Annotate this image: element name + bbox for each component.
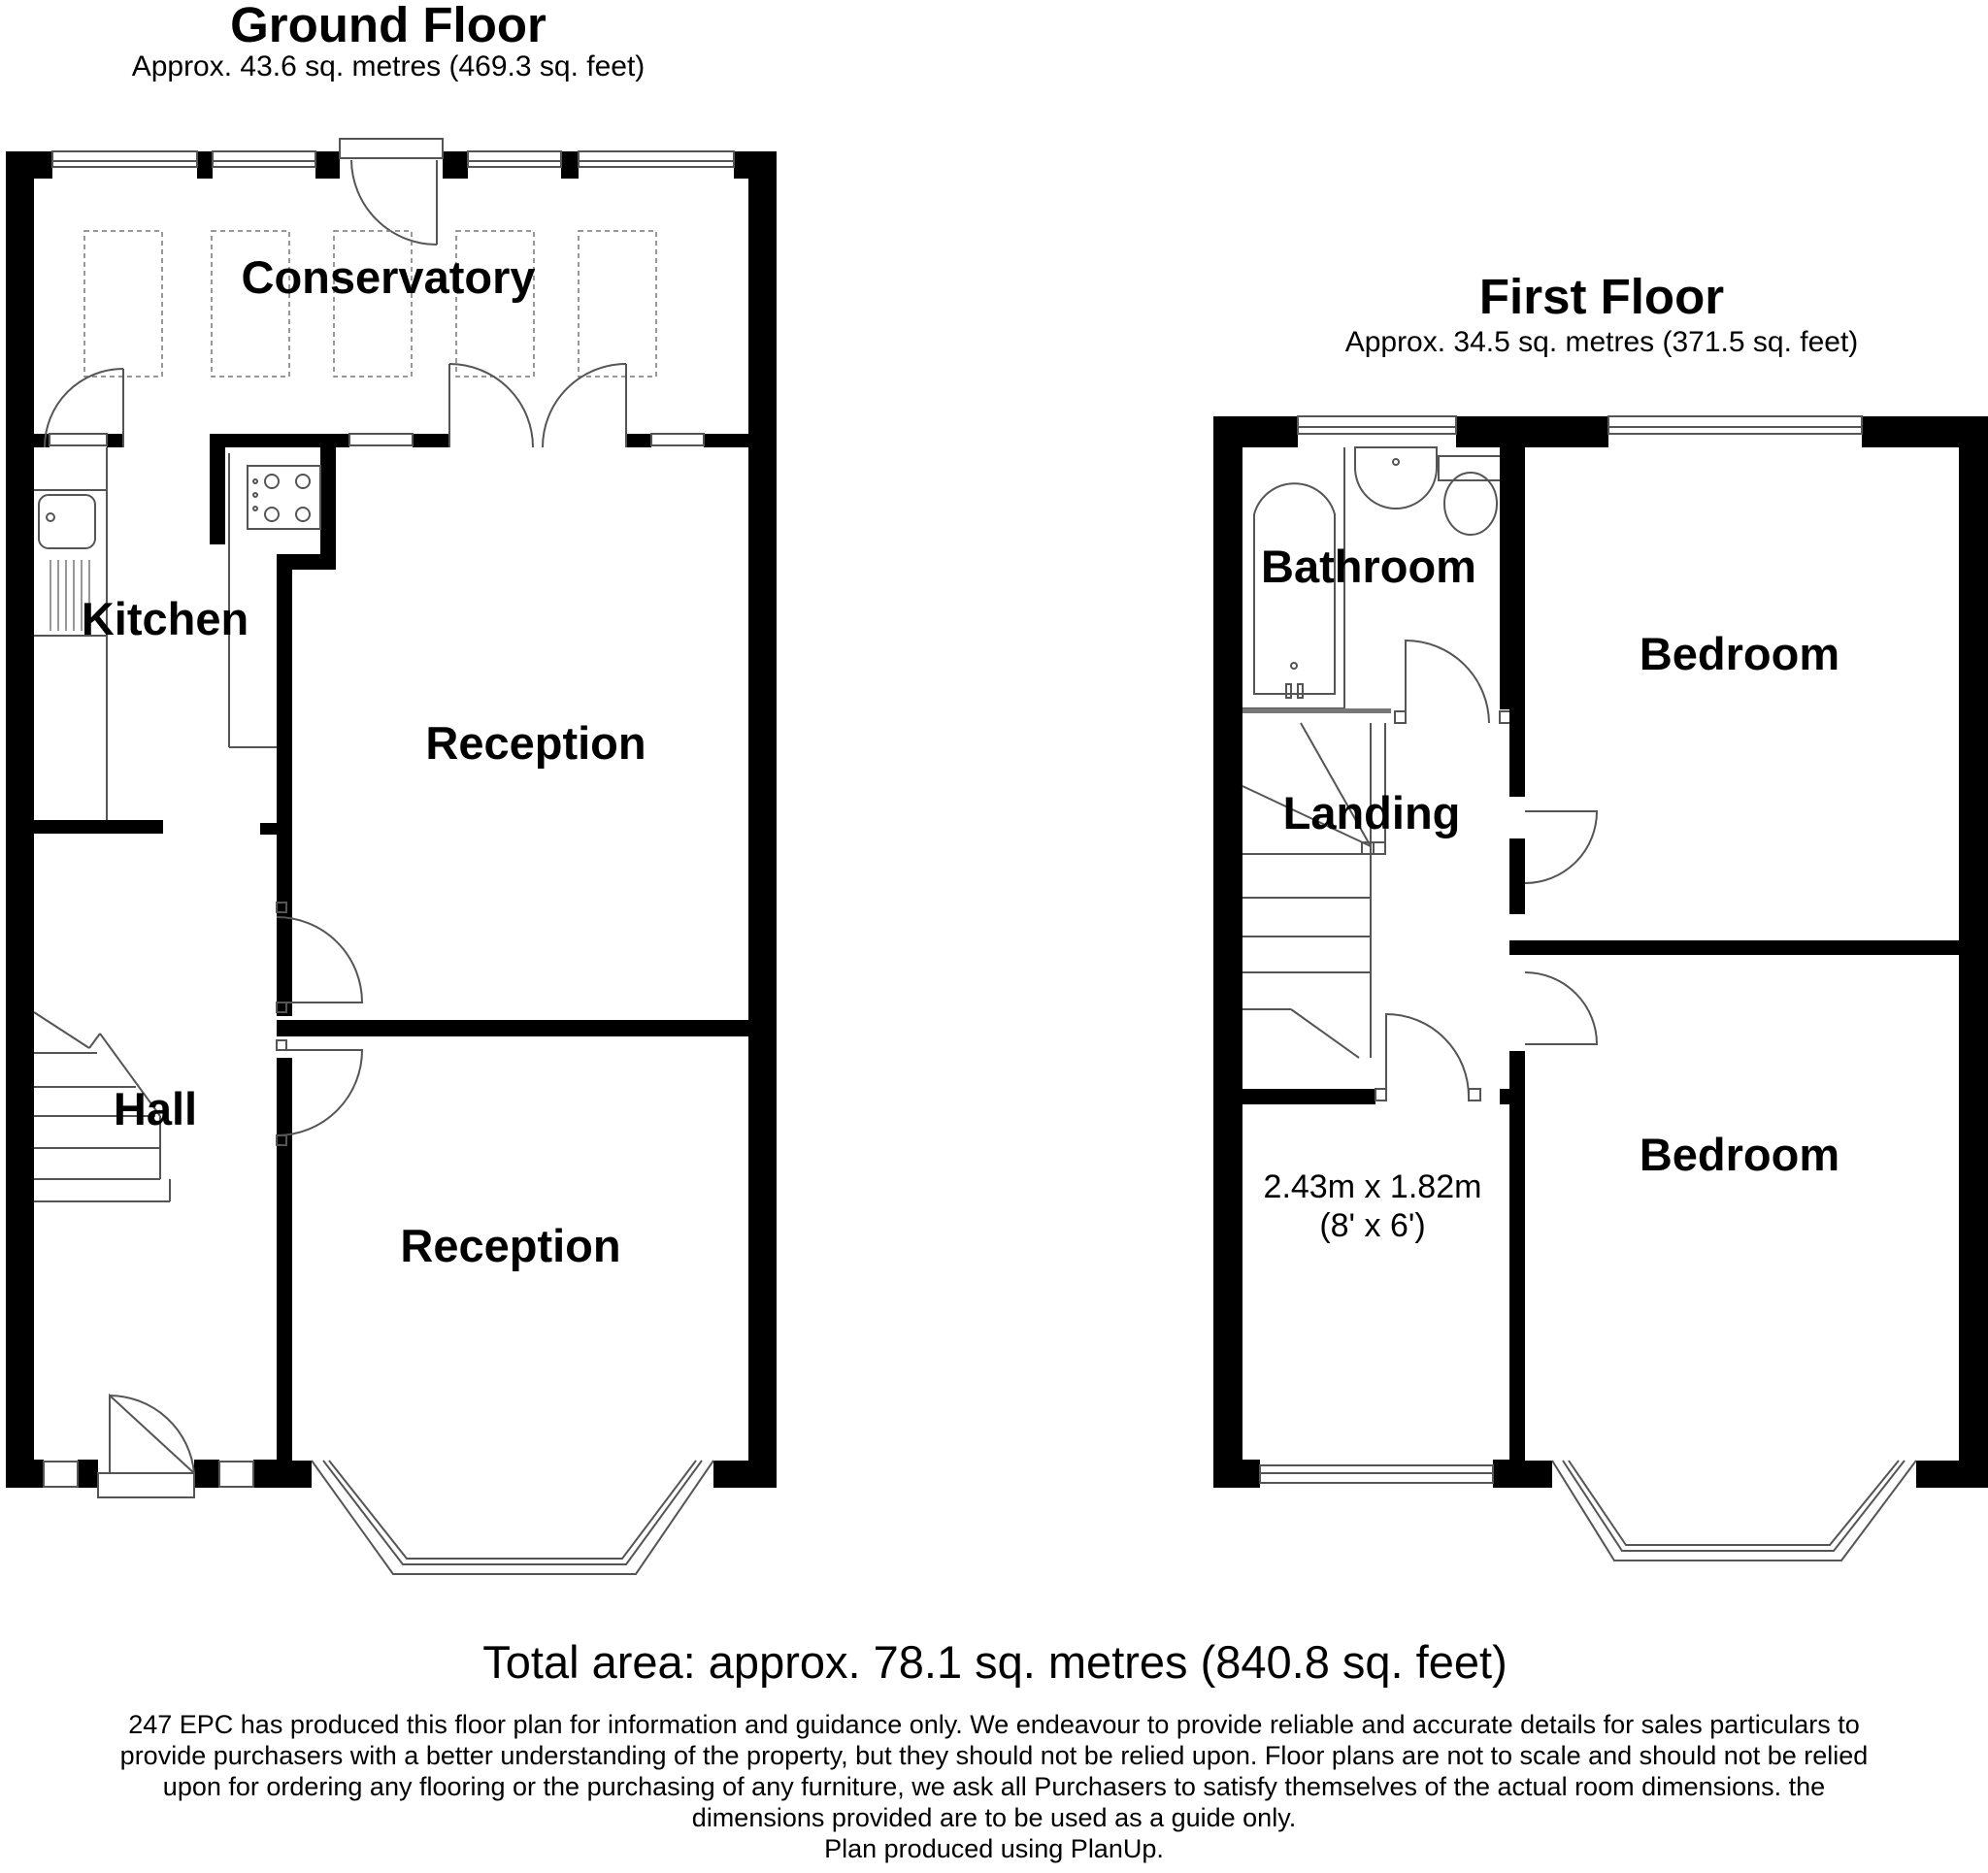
first-floor-title: First Floor <box>1478 269 1725 324</box>
label-landing: Landing <box>1282 787 1461 838</box>
label-small-room-dim-metric: 2.43m x 1.82m <box>1263 1168 1482 1205</box>
label-bedroom-front: Bedroom <box>1639 1129 1840 1180</box>
label-conservatory: Conservatory <box>241 251 536 303</box>
first-floor-area: Approx. 34.5 sq. metres (371.5 sq. feet) <box>1344 326 1859 358</box>
label-bedroom-rear: Bedroom <box>1639 628 1840 679</box>
label-reception-rear: Reception <box>425 717 646 769</box>
disclaimer: 247 EPC has produced this floor plan for information and guidance only. We endeavour to provide reliable and accurate details for sales particulars to provide purchasers with a better understanding of the property, but they should not be relied upon. Floor plans are not to scale and should not be relied upon for ordering any flooring or the purchasing of any furniture, we ask all Purchasers to satisfy themselves of the actual room dimensions. the dimensions provided are to be used as a guide only. <box>119 1710 1869 1832</box>
ground-floor-title: Ground Floor <box>230 0 547 52</box>
total-area: Total area: approx. 78.1 sq. metres (840.8 sq. feet) <box>482 1636 1508 1688</box>
label-kitchen: Kitchen <box>81 593 249 644</box>
label-reception-front: Reception <box>400 1220 621 1271</box>
label-bathroom: Bathroom <box>1261 541 1476 592</box>
gf-right-wall <box>748 151 777 1488</box>
gf-left-wall <box>6 151 34 1488</box>
label-hall: Hall <box>113 1083 198 1134</box>
label-small-room-dim-imperial: (8' x 6') <box>1319 1207 1426 1244</box>
ground-floor-plan <box>6 139 777 1574</box>
ground-floor-area: Approx. 43.6 sq. metres (469.3 sq. feet) <box>131 50 646 82</box>
credit: Plan produced using PlanUp. <box>824 1834 1164 1863</box>
